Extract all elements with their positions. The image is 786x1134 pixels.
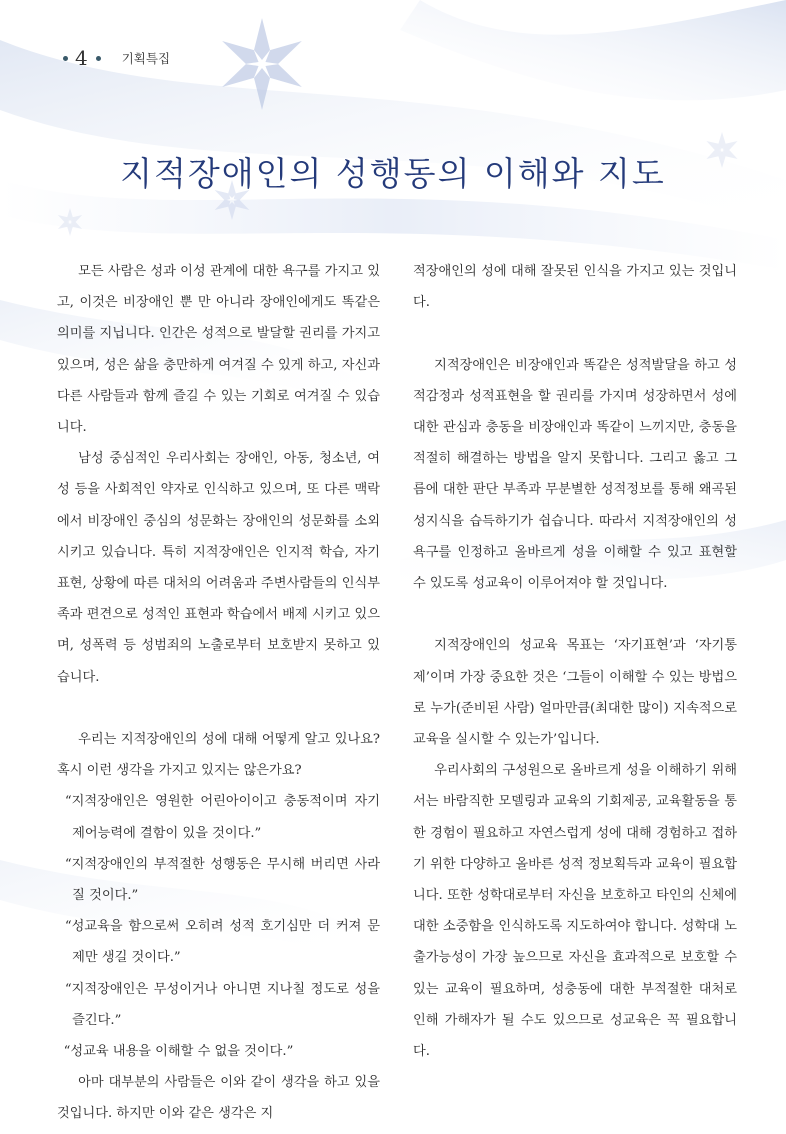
page-number: 4 bbox=[75, 46, 89, 70]
right-column bbox=[413, 256, 737, 1067]
paragraph: 지적장애인은 비장애인과 똑같은 성적발달을 하고 성적감정과 성적표현을 할 권리를 가지며 성장하면서 성에 대한 관심과 충동을 비장애인과 똑같이 느끼지만, 충동을 적절히 해결하는 방법을 알지 못합니다. 그리고 옳고 그름에 대한 판단 부족과 무분별한 성적정보를 통해 왜곡된 성지식을 습득하기가 쉽습니다. 따라서 지적장애인의 성 욕구를 인정하고 올바르게 성을 이해할 수 있고 표현할 수 있도록 성교육이 이루어져야 할 것입니다. bbox=[413, 357, 737, 592]
quote-item: “지적장애인의 부적절한 성행동은 무시해 버리면 사라질 것이다.” bbox=[64, 856, 380, 904]
paragraph: 우리는 지적장애인의 성에 대해 어떻게 알고 있나요? 혹시 이런 생각을 가지고 있지는 않은가요? bbox=[57, 732, 380, 779]
left-column bbox=[57, 256, 380, 1130]
paragraph: 아마 대부분의 사람들은 이와 같이 생각을 하고 있을 것입니다. 하지만 이와 같은 생각은 지 bbox=[57, 1075, 380, 1122]
paragraph: 지적장애인의 성교육 목표는 ‘자기표현’과 ‘자기통제’이며 가장 중요한 것은 ‘그들이 이해할 수 있는 방법으로 누가(준비된 사람) 얼마만큼(최대한 많이) 지속적으로 교육을 실시할 수 있는가’입니다. bbox=[413, 638, 737, 748]
paragraph: 적장애인의 성에 대해 잘못된 인식을 가지고 있는 것입니다. bbox=[413, 264, 737, 311]
paragraph-spacer bbox=[413, 318, 737, 349]
paragraph: 모든 사람은 성과 이성 관계에 대한 욕구를 가지고 있고, 이것은 비장애인 뿐 만 아니라 장애인에게도 똑같은 의미를 지닙니다. 인간은 성적으로 발달할 권리를 가지고 있으며, 성은 삶을 충만하게 여겨질 수 있게 하고, 자신과 다른 사람들과 함께 즐길 수 있는 기회로 여겨질 수 있습니다. bbox=[57, 264, 380, 436]
bullet-dot-icon bbox=[96, 56, 101, 61]
paragraph: 남성 중심적인 우리사회는 장애인, 아동, 청소년, 여성 등을 사회적인 약자로 인식하고 있으며, 또 다른 맥락에서 비장애인 중심의 성문화는 장애인의 성문화를 소외시키고 있습니다. 특히 지적장애인은 인지적 학습, 자기표현, 상황에 따른 대처의 어려움과 주변사람들의 인식부족과 편견으로 성적인 표현과 학습에서 배제 시키고 있으며, 성폭력 등 성범죄의 노출로부터 보호받지 못하고 있습니다. bbox=[57, 451, 380, 685]
page-header bbox=[56, 44, 170, 72]
paragraph-spacer bbox=[413, 599, 737, 630]
quote-item: “성교육을 함으로써 오히려 성적 호기심만 더 커져 문제만 생길 것이다.” bbox=[64, 919, 380, 966]
quote-item: “성교육 내용을 이해할 수 없을 것이다.” bbox=[63, 1044, 294, 1060]
paragraph-spacer bbox=[57, 693, 380, 724]
bullet-dot-icon bbox=[63, 56, 68, 61]
article-title: 지적장애인의 성행동의 이해와 지도 bbox=[120, 154, 666, 193]
paragraph: 우리사회의 구성원으로 올바르게 성을 이해하기 위해서는 바람직한 모델링과 교육의 기회제공, 교육활동을 통한 경험이 필요하고 자연스럽게 성에 대해 경험하고 접하기 위한 다양하고 올바른 성적 정보획득과 교육이 필요합니다. 또한 성학대로부터 자신을 보호하고 타인의 신체에 대한 소중함을 인식하도록 지도하여야 합니다. 성학대 노출가능성이 가장 높으므로 자신을 효과적으로 보호할 수 있는 교육이 필요하며, 성충동에 대한 부적절한 대처로 인해 가해자가 될 수도 있으므로 성교육은 꼭 필요합니다. bbox=[413, 763, 737, 1060]
quote-item: “지적장애인은 영원한 어린아이이고 충동적이며 자기제어능력에 결함이 있을 것이다.” bbox=[64, 794, 380, 841]
quote-item: “지적장애인은 무성이거나 아니면 지나칠 정도로 성을 즐긴다.” bbox=[64, 981, 380, 1028]
section-label: 기획특집 bbox=[121, 51, 171, 66]
